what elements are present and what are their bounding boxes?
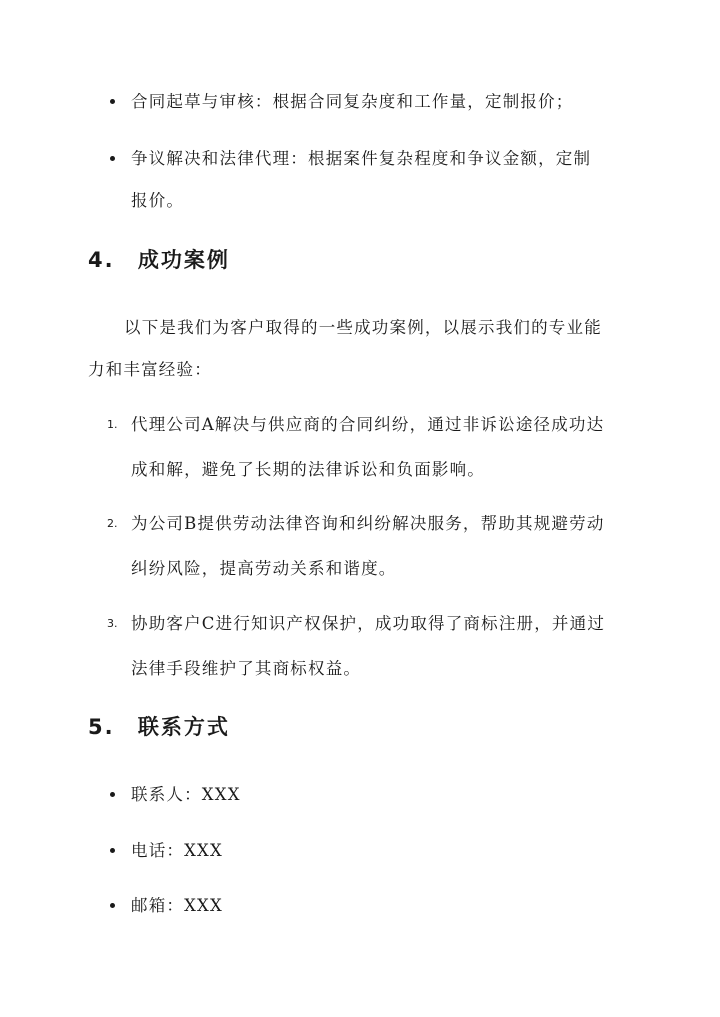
list-item-continuation: 报价。 [131, 191, 185, 210]
section-heading-cases [88, 244, 230, 274]
section-number: 4. [88, 248, 115, 272]
contact-email: 邮箱：XXX [131, 896, 223, 915]
section-title: 成功案例 [137, 248, 230, 272]
paragraph-line: 力和丰富经验： [88, 360, 212, 379]
bullet-icon [110, 792, 115, 797]
list-item: 合同起草与审核：根据合同复杂度和工作量，定制报价； [131, 92, 574, 111]
bullet-icon [110, 903, 115, 908]
list-item-continuation: 成和解，避免了长期的法律诉讼和负面影响。 [131, 460, 485, 479]
list-item-continuation: 法律手段维护了其商标权益。 [131, 659, 362, 678]
list-item-continuation: 纠纷风险，提高劳动关系和谐度。 [131, 559, 397, 578]
contact-person: 联系人：XXX [131, 785, 241, 804]
list-number: 2. [107, 517, 118, 530]
list-item: 为公司B提供劳动法律咨询和纠纷解决服务，帮助其规避劳动 [131, 514, 605, 533]
contact-phone: 电话：XXX [131, 841, 223, 860]
list-item: 争议解决和法律代理：根据案件复杂程度和争议金额，定制 [131, 149, 592, 168]
list-number: 1. [107, 418, 118, 431]
section-title: 联系方式 [137, 715, 230, 739]
paragraph-line: 以下是我们为客户取得的一些成功案例，以展示我们的专业能 [124, 318, 602, 337]
bullet-icon [110, 99, 115, 104]
list-number: 3. [107, 617, 118, 630]
section-number: 5. [88, 715, 115, 739]
section-heading-contact [88, 711, 230, 741]
list-item: 协助客户C进行知识产权保护，成功取得了商标注册，并通过 [131, 614, 606, 633]
bullet-icon [110, 848, 115, 853]
list-item: 代理公司A解决与供应商的合同纠纷，通过非诉讼途径成功达 [131, 415, 605, 434]
bullet-icon [110, 156, 115, 161]
